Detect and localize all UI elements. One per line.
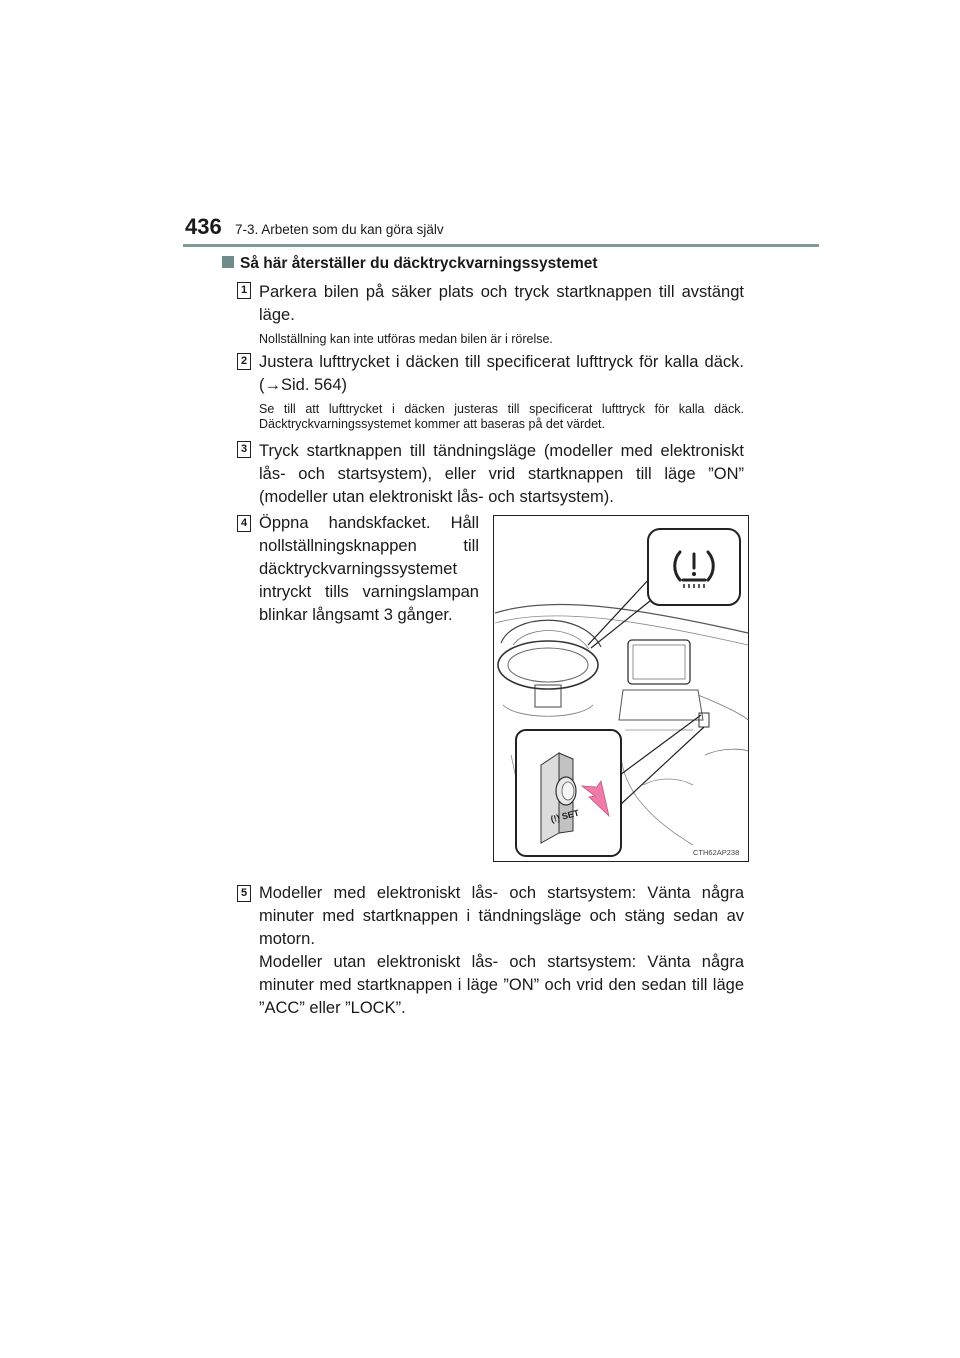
svg-text:(!) SET: (!) SET [549,807,581,825]
step-2-text: Justera lufttrycket i däcken till specificerat lufttryck för kalla däck. (→Sid. 564) [259,353,744,394]
step-number-4: 4 [237,515,251,532]
step-number-5: 5 [237,885,251,902]
page-number: 436 [185,214,222,239]
section-title: Så här återställer du däcktryckvarningssystemet [240,255,598,272]
section-heading [222,254,598,274]
step-5-text-a: Modeller med elektroniskt lås- och startsystem: Vänta några minuter med startknappen i tändningsläge och stäng sedan av motorn. [259,884,744,948]
step-1-note: Nollställning kan inte utföras medan bilen är i rörelse. [259,332,553,346]
header-rule [183,244,819,247]
step-3-text: Tryck startknappen till tändningsläge (modeller med elektroniskt lås- och startsystem), eller vrid startknappen till läge ”ON” (modeller utan elektroniskt lås- och startsystem). [259,442,744,506]
step-2-note: Se till att lufttrycket i däcken justeras till specificerat lufttryck för kalla däck. Däcktryckvarningssystemet kommer att baseras på det värdet. [259,402,744,431]
heading-square-icon [222,256,234,268]
step-number-1: 1 [237,282,251,299]
illustration-code: CTH62AP238 [693,848,740,857]
dashboard-illustration [493,515,749,862]
chapter-title: 7-3. Arbeten som du kan göra själv [235,222,444,237]
step-1-text: Parkera bilen på säker plats och tryck startknappen till avstängt läge. [259,283,744,324]
step-number-2: 2 [237,353,251,370]
step-5-text-b: Modeller utan elektroniskt lås- och startsystem: Vänta några minuter med startknappen i läge ”ON” och vrid den sedan till läge ”ACC” eller ”LOCK”. [259,953,744,1017]
step-4-text: Öppna handskfacket. Håll nollställningsknappen till däcktryckvarningssystemet intryckt tills varningslampan blinkar långsamt 3 gånger. [259,514,479,624]
step-number-3: 3 [237,441,251,458]
